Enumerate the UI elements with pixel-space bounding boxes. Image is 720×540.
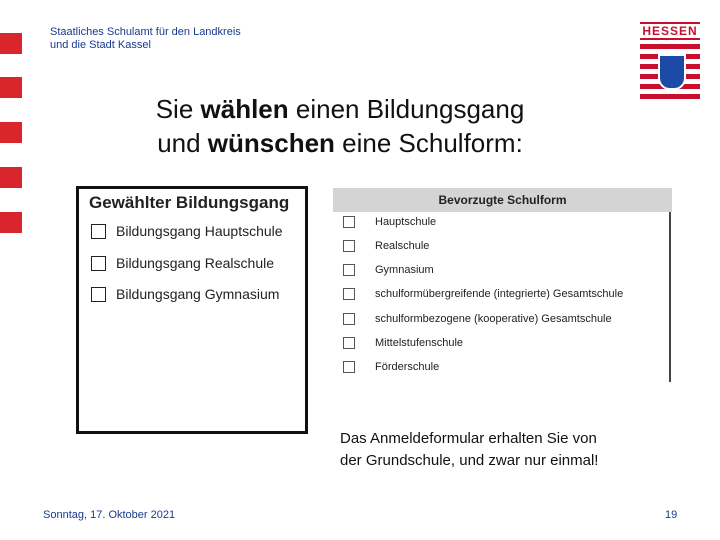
option-label: schulformübergreifende (integrierte) Gesamtschule (375, 288, 624, 300)
headline-line-1: Sie wählen einen Bildungsgang (155, 94, 525, 124)
decor-bar (0, 212, 22, 233)
option-label: schulformbezogene (kooperative) Gesamtschule (375, 313, 612, 325)
decor-bar (0, 167, 22, 188)
schulform-option[interactable] (343, 313, 612, 325)
bildungsgang-option[interactable] (91, 286, 279, 302)
option-label: Hauptschule (375, 216, 437, 228)
headline-line-2: und wünschen eine Schulform: (157, 128, 523, 158)
bildungsgang-option[interactable] (91, 223, 283, 239)
bildungsgang-option[interactable] (91, 255, 274, 271)
logo-text: HESSEN (640, 22, 700, 40)
schulform-option[interactable] (343, 288, 623, 300)
checkbox[interactable] (343, 337, 355, 349)
option-label: Bildungsgang Gymnasium (116, 286, 280, 302)
checkbox[interactable] (343, 264, 355, 276)
bildungsgang-title: Gewählter Bildungsgang (89, 193, 290, 212)
schulform-title: Bevorzugte Schulform (333, 188, 672, 212)
schulform-option[interactable] (343, 264, 434, 276)
divider (669, 212, 671, 382)
page-number: 19 (665, 509, 678, 521)
footer-date: Sonntag, 17. Oktober 2021 (43, 509, 176, 521)
bildungsgang-form (76, 186, 308, 434)
logo-stripes (640, 44, 700, 102)
authority-name (50, 26, 241, 52)
decor-bar (0, 77, 22, 98)
checkbox[interactable] (343, 313, 355, 325)
schulform-option[interactable] (343, 240, 429, 252)
checkbox[interactable] (91, 224, 106, 239)
authority-line-2: und die Stadt Kassel (50, 39, 151, 51)
coat-of-arms-icon (658, 54, 686, 90)
checkbox[interactable] (343, 361, 355, 373)
option-label: Mittelstufenschule (375, 337, 464, 349)
schulform-option[interactable] (343, 361, 439, 373)
schulform-form (333, 188, 672, 382)
checkbox[interactable] (91, 256, 106, 271)
option-label: Bildungsgang Hauptschule (116, 223, 283, 239)
checkbox[interactable] (343, 216, 355, 228)
option-label: Gymnasium (375, 264, 434, 276)
note-line-2: der Grundschule, und zwar nur einmal! (340, 452, 599, 469)
slide-headline (110, 92, 570, 160)
decor-bar (0, 33, 22, 54)
option-label: Realschule (375, 240, 430, 252)
info-note (340, 428, 598, 472)
checkbox[interactable] (343, 288, 355, 300)
checkbox[interactable] (91, 287, 106, 302)
option-label: Bildungsgang Realschule (116, 255, 274, 271)
schulform-option[interactable] (343, 216, 436, 228)
authority-line-1: Staatliches Schulamt für den Landkreis (50, 26, 241, 38)
checkbox[interactable] (343, 240, 355, 252)
schulform-option[interactable] (343, 337, 463, 349)
option-label: Förderschule (375, 361, 440, 373)
note-line-1: Das Anmeldeformular erhalten Sie von (340, 430, 597, 447)
decor-bar (0, 122, 22, 143)
hessen-logo (640, 22, 700, 102)
